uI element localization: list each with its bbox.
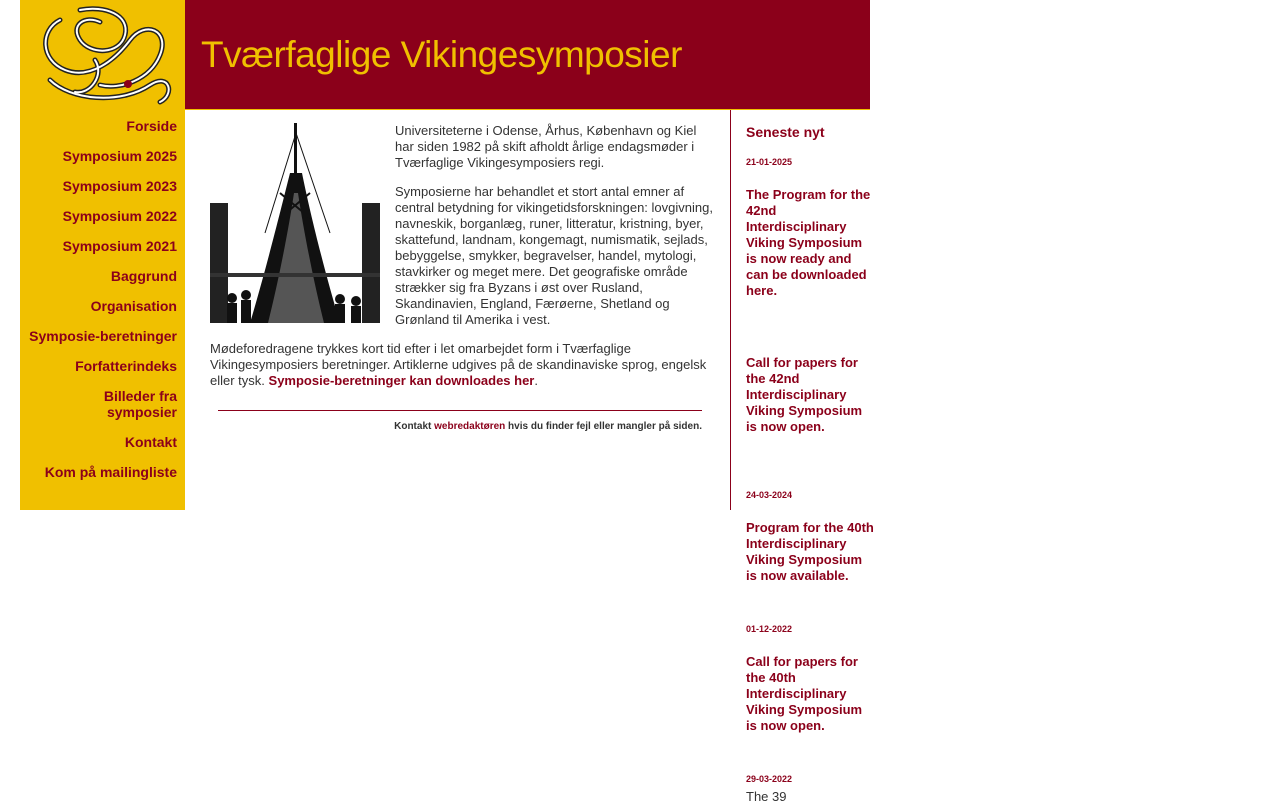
footer-contact-post: hvis du finder fejl eller mangler på siden. [508,421,702,432]
sidebar-nav [20,110,185,510]
news-date: 29-03-2022 [746,774,793,784]
header-logo-area [20,0,185,110]
content-divider [218,410,702,411]
news-item-cfp-42[interactable]: Call for papers for the 42nd Interdisciplinary Viking Symposium is now open. [746,355,863,434]
site-title: Tværfaglige Vikingesymposier [201,34,682,75]
intro-paragraph-3-end: . [534,373,538,388]
sidebar-item-forfatterindeks[interactable]: Forfatterindeks [75,358,177,374]
news-date: 01-12-2022 [746,624,793,634]
sidebar-item-symposie-beretninger[interactable]: Symposie-beretninger [29,328,177,344]
sidebar-item-symposium-2025[interactable]: Symposium 2025 [62,148,177,164]
news-item-cfp-40[interactable]: Call for papers for the 40th Interdisciplinary Viking Symposium is now open. [746,654,863,733]
footer-contact-pre: Kontakt [394,421,432,432]
sidebar-item-mailingliste[interactable]: Kom på mailingliste [44,464,177,480]
news-date: 21-01-2025 [746,157,793,167]
webmaster-link[interactable]: webredaktøren [434,421,506,432]
sidebar-item-symposium-2021[interactable]: Symposium 2021 [62,238,177,254]
intro-paragraph-3 [210,341,710,389]
sidebar-item-symposium-2023[interactable]: Symposium 2023 [62,178,177,194]
viking-knot-logo-icon [20,0,185,110]
intro-paragraph-1: Universiteterne i Odense, Århus, København og Kiel har siden 1982 på skift afholdt årlige endagsmøder i Tværfaglige Vikingesymposiers regi. [395,123,697,170]
sidebar-item-forside[interactable]: Forside [126,118,177,134]
intro-paragraph-2: Symposierne har behandlet et stort antal emner af central betydning for vikingetidsforskningen: lovgivning, navneskik, borganlæg, runer, litteratur, kristning, byer, skattefund, landnam, kongemagt, numismatik, sejlads, bebyggelse, smykker, begravelser, handel, mytologi, stavkirker og meget mere. Det geografiske område strækker sig fra Byzans i øst over Rusland, Skandinavien, England, Færøerne, Shetland og Grønland til Amerika i vest. [395,184,713,327]
intro-paragraph-3-text: Mødeforedragene trykkes kort tid efter i let omarbejdet form i Tværfaglige Vikingesymposiers beretninger. Artiklerne udgives på de skandinaviske sprog, engelsk eller tysk. [210,341,707,388]
header-banner [185,0,870,110]
beretninger-download-link[interactable]: Symposie-beretninger kan downloades her [268,373,535,388]
news-item-39: The 39 [746,789,787,804]
sidebar-item-symposium-2022[interactable]: Symposium 2022 [62,208,177,224]
sidebar-item-billeder[interactable]: Billeder fra symposier [103,388,177,420]
news-item-program-42[interactable]: The Program for the 42nd Interdisciplinary Viking Symposium is now ready and can be downloaded here. [746,187,871,298]
news-item-program-40[interactable]: Program for the 40th Interdisciplinary Viking Symposium is now available. [746,520,874,583]
sidebar-item-kontakt[interactable]: Kontakt [124,434,177,450]
news-heading: Seneste nyt [746,124,825,140]
news-divider [730,110,731,510]
sidebar-item-baggrund[interactable]: Baggrund [110,268,177,284]
news-date: 24-03-2024 [746,490,793,500]
viking-ship-photo [210,123,380,323]
sidebar-item-organisation[interactable]: Organisation [90,298,177,314]
header-divider [185,109,870,110]
footer-contact [218,421,702,432]
